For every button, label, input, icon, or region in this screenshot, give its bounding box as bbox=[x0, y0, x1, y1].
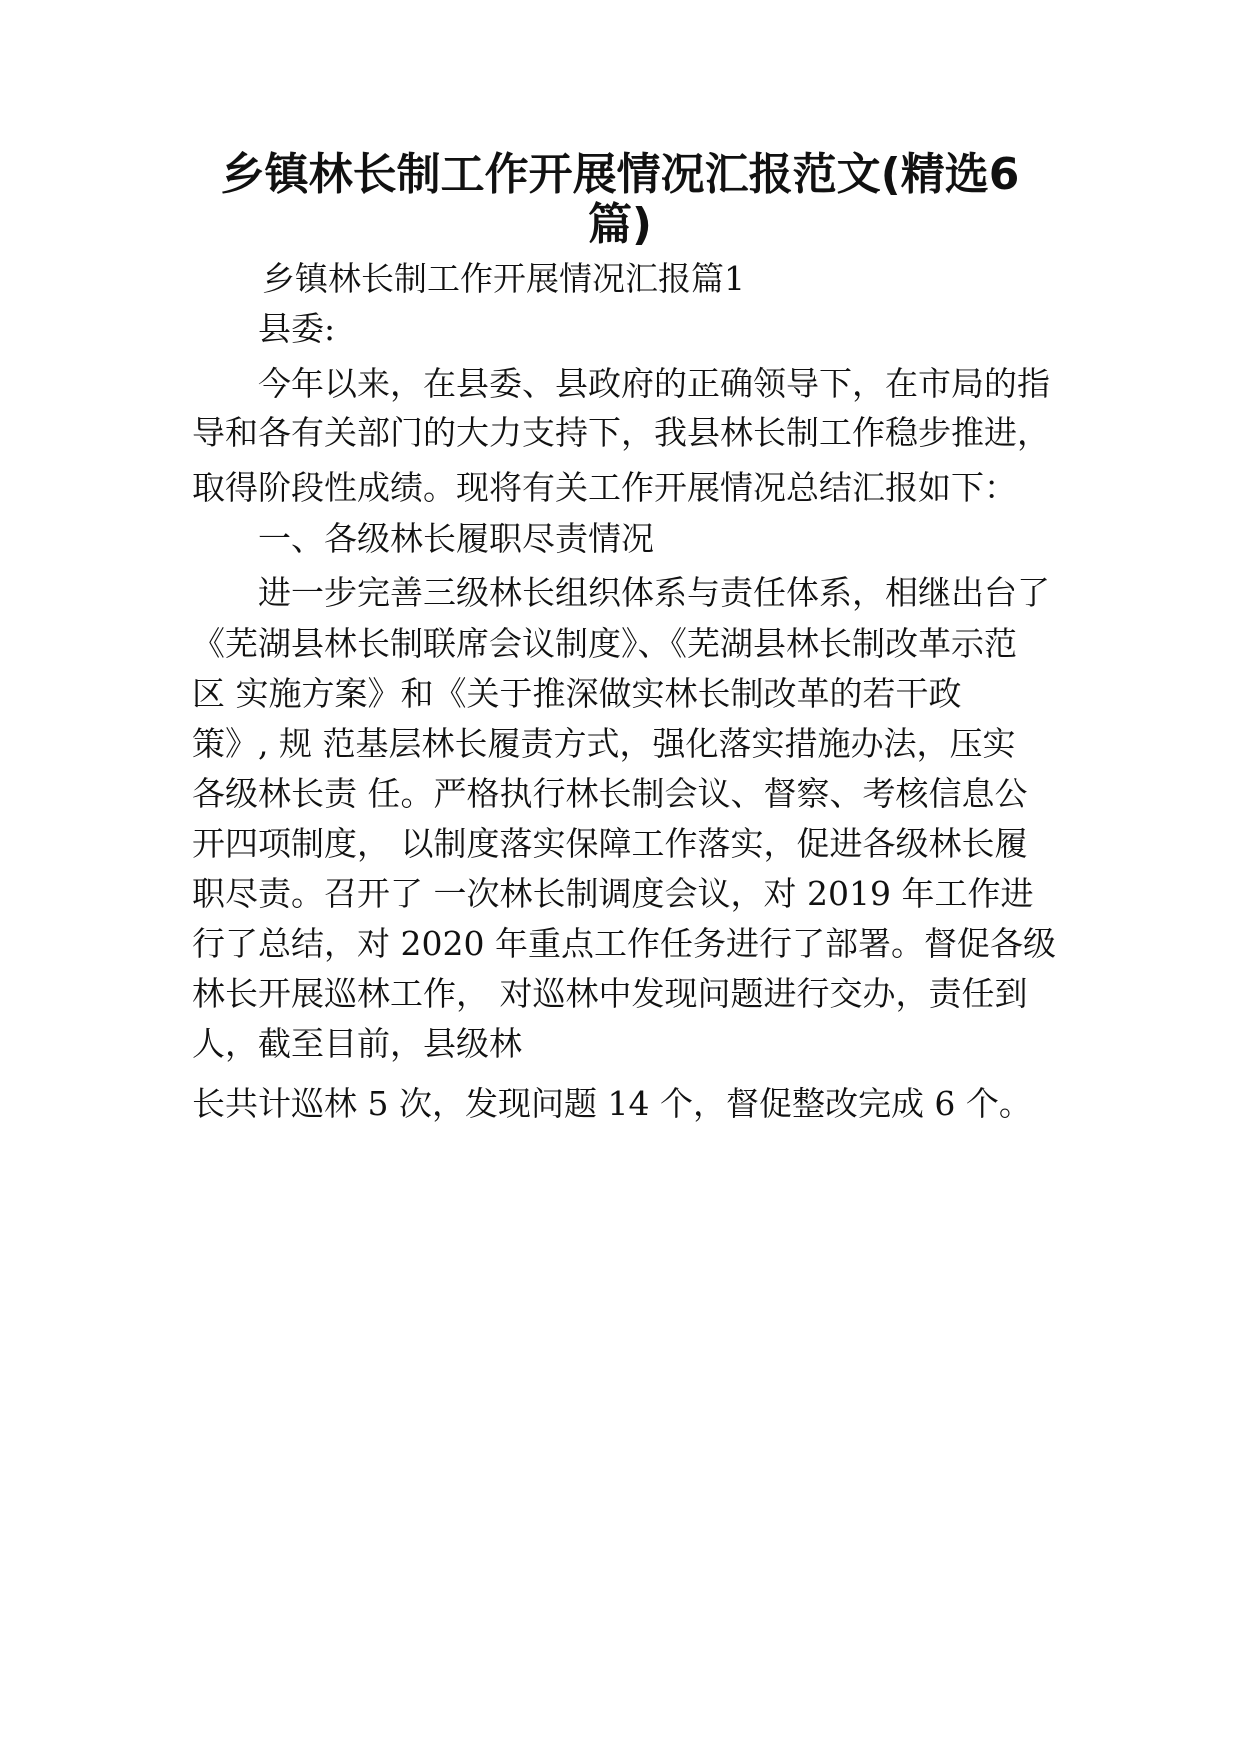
paragraph-1-line-2: 导和各有关部门的大力支持下，我县林长制工作稳步推进， bbox=[192, 413, 1050, 452]
document-title-line-1: 乡镇林长制工作开展情况汇报范文(精选6 bbox=[220, 149, 1020, 200]
paragraph-2-line-10: 人，截至目前，县级林 bbox=[192, 1024, 522, 1063]
paragraph-2-line-3: 区 实施方案》和《关于推深做实林长制改革的若干政 bbox=[192, 674, 962, 713]
section-heading-1: 一、各级林长履职尽责情况 bbox=[258, 519, 654, 558]
paragraph-2-line-9: 林长开展巡林工作， 对巡林中发现问题进行交办，责任到 bbox=[192, 974, 1028, 1013]
paragraph-2-line-1: 进一步完善三级林长组织体系与责任体系，相继出台了 bbox=[258, 573, 1050, 612]
paragraph-1-line-1: 今年以来，在县委、县政府的正确领导下，在市局的指 bbox=[258, 364, 1050, 403]
paragraph-3: 长共计巡林 5 次，发现问题 14 个，督促整改完成 6 个。 bbox=[192, 1084, 1032, 1123]
paragraph-2-line-4: 策》, 规 范基层林长履责方式，强化落实措施办法，压实 bbox=[192, 724, 1016, 763]
section-subtitle: 乡镇林长制工作开展情况汇报篇1 bbox=[262, 259, 745, 298]
paragraph-2-line-7: 职尽责。召开了 一次林长制调度会议，对 2019 年工作进 bbox=[192, 874, 1034, 913]
paragraph-2-line-2: 《芜湖县林长制联席会议制度》、《芜湖县林长制改革示范 bbox=[192, 624, 1017, 663]
document-title-line-2: 篇) bbox=[587, 199, 653, 250]
paragraph-2-line-5: 各级林长责 任。严格执行林长制会议、督察、考核信息公 bbox=[192, 774, 1028, 813]
paragraph-1-line-3: 取得阶段性成绩。现将有关工作开展情况总结汇报如下： bbox=[192, 468, 1017, 507]
salutation: 县委: bbox=[258, 309, 336, 348]
paragraph-2-line-8: 行了总结，对 2020 年重点工作任务进行了部署。督促各级 bbox=[192, 924, 1056, 963]
paragraph-2-line-6: 开四项制度， 以制度落实保障工作落实，促进各级林长履 bbox=[192, 824, 1028, 863]
